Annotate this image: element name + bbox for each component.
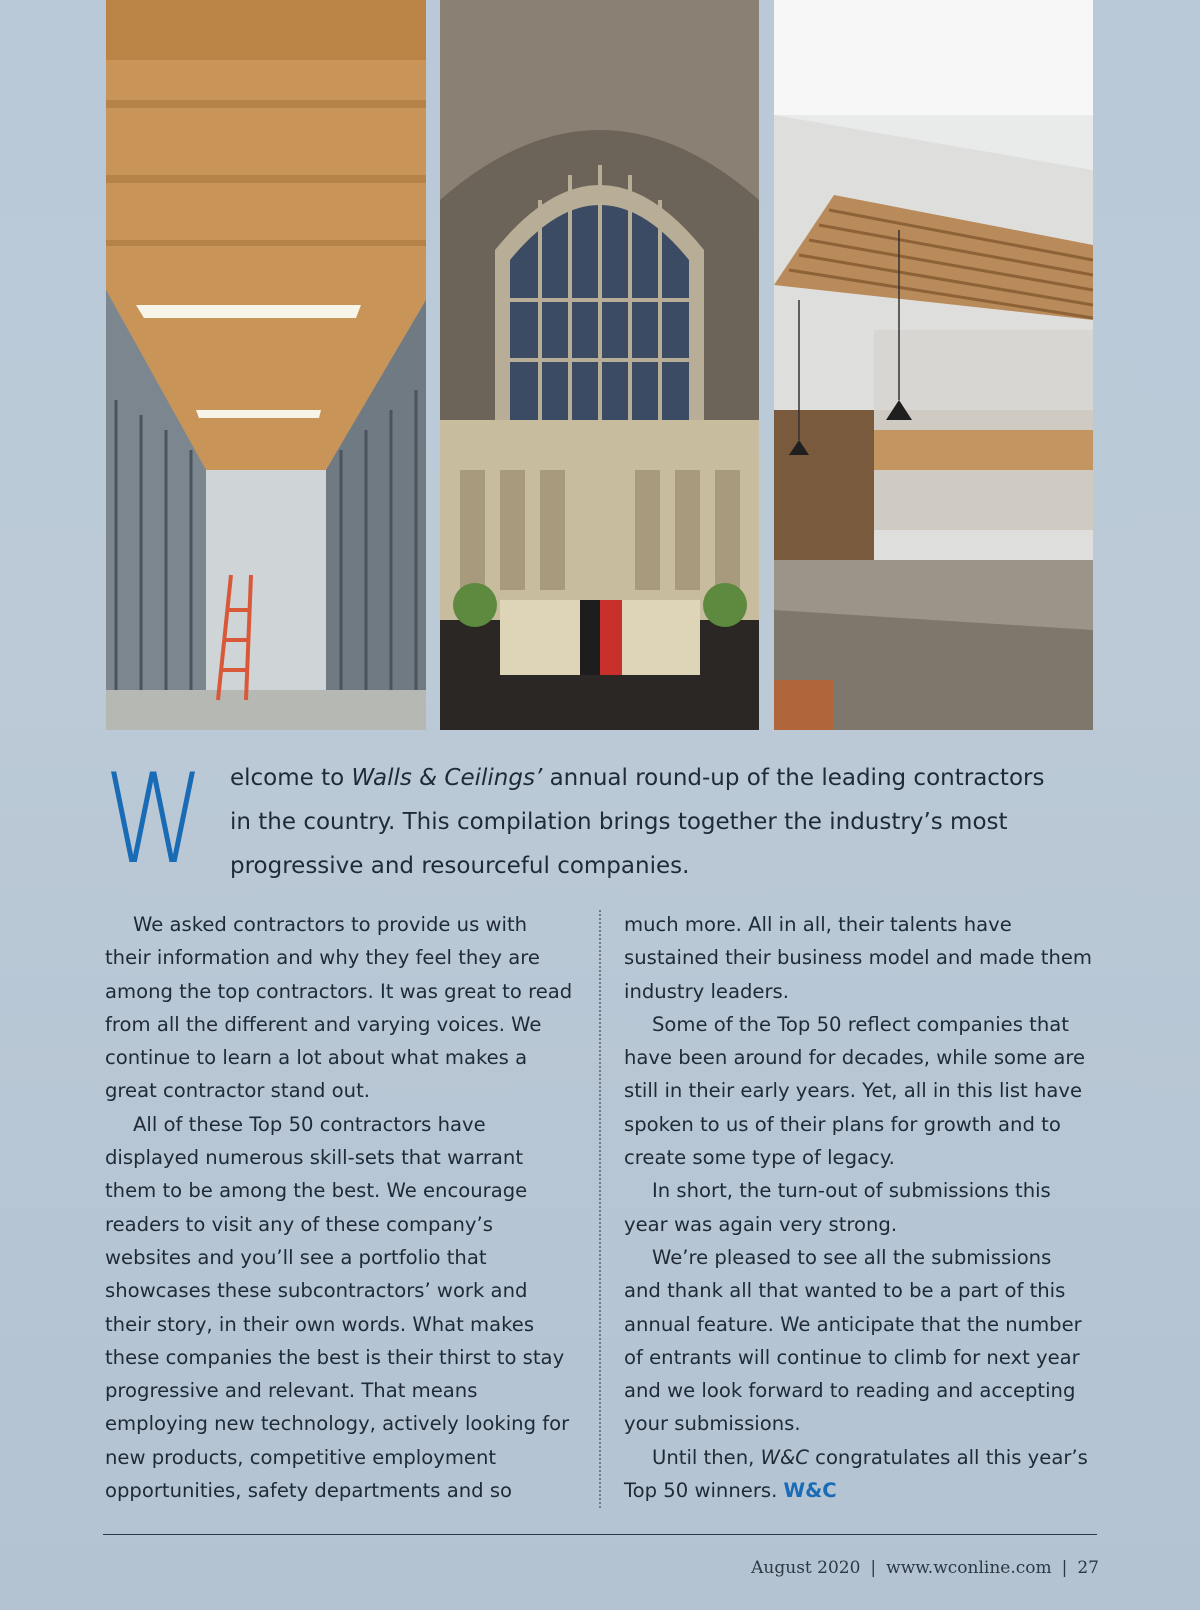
signoff-mark: W&C <box>783 1479 837 1503</box>
closing-paragraph <box>624 1441 1094 1508</box>
closing-abbrev: W&C <box>760 1445 809 1469</box>
footer-separator: | <box>1061 1558 1068 1578</box>
photo-cathedral-altar <box>440 0 759 730</box>
body-paragraph: All of these Top 50 contractors have displayed numerous skill-sets that warrant them to be among the best. We encourage readers to visit any of these company’s websites and you’ll see a portfolio that showcases these subcontractors’ work and their story, in their own words. What makes these companies the best is their thirst to stay progressive and relevant. That means employing new technology, actively looking for new products, competitive employment opportunities, safety departments and so <box>105 1112 570 1503</box>
closing-text-rest: congratulates all this year’s Top 50 winners. <box>624 1445 1088 1503</box>
page-footer <box>751 1558 1099 1578</box>
column-divider <box>599 910 601 1508</box>
closing-text-start: Until then, <box>652 1445 761 1469</box>
body-column-left <box>105 908 575 1507</box>
body-paragraph-continued: much more. All in all, their talents have sustained their business model and made them industry leaders. <box>624 913 1093 1003</box>
page-number: 27 <box>1077 1558 1099 1578</box>
body-paragraph: In short, the turn-out of submissions this year was again very strong. <box>624 1179 1051 1236</box>
intro-text-rest: annual round-up of the leading contractors in the country. This compilation brings together the industry’s most progressive and resourceful companies. <box>230 765 1045 879</box>
intro-text-start: elcome to <box>230 765 352 791</box>
drop-cap: W <box>104 748 200 892</box>
footer-separator: | <box>870 1558 877 1578</box>
body-paragraph: We asked contractors to provide us with their information and why they feel they are among the top contractors. It was great to read from all the different and varying voices. We continue to learn a lot about what makes a great contractor stand out. <box>105 913 573 1103</box>
body-column-right <box>624 908 1094 1507</box>
issue-date: August 2020 <box>751 1558 861 1578</box>
intro-text <box>230 756 1070 888</box>
body-paragraph: Some of the Top 50 reflect companies that have been around for decades, while some are still in their early years. Yet, all in this list have spoken to us of their plans for growth and to create some type of legacy. <box>624 1012 1086 1170</box>
magazine-name: Walls & Ceilings’ <box>351 765 543 791</box>
body-paragraph: We’re pleased to see all the submissions and thank all that wanted to be a part of this annual feature. We anticipate that the number of entrants will continue to climb for next year and we look forward to reading and accepting your submissions. <box>624 1245 1082 1436</box>
website-link[interactable]: www.wconline.com <box>886 1558 1052 1578</box>
photo-office-kitchen <box>774 0 1093 730</box>
photo-construction-corridor <box>106 0 426 730</box>
footer-rule <box>103 1534 1097 1535</box>
photo-strip <box>106 0 1093 730</box>
